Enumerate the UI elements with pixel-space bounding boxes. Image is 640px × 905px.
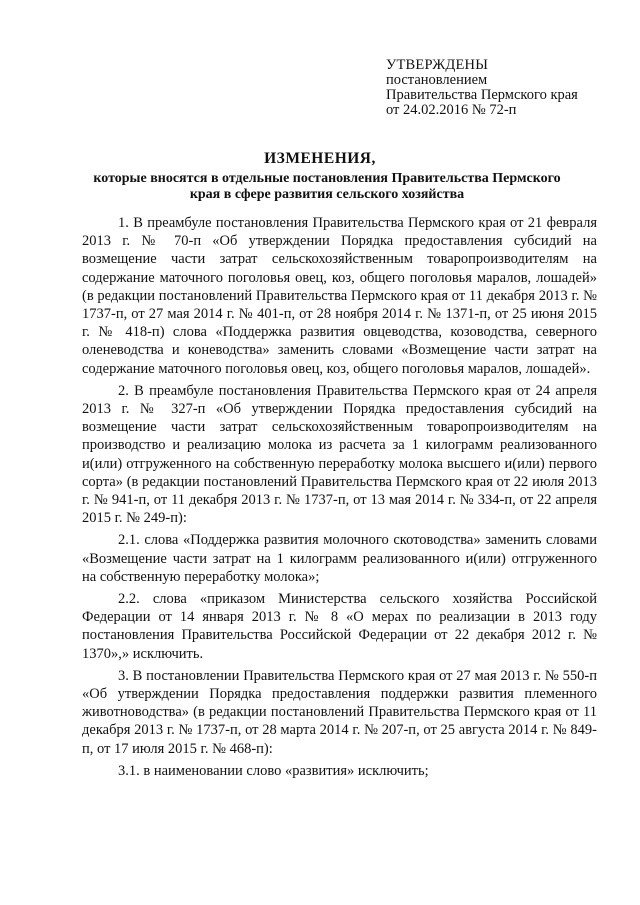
paragraph-1: 1. В преамбуле постановления Правительства Пермского края от 21 февраля 2013 г. № 70-п «Об утверждении Порядка предоставления субсидий на возмещение части затрат сельскохозяйственным товаропроизводителям на содержание маточного поголовья овец, коз, общего поголовья маралов, лошадей» (в редакции постановлений Правительства Пермского края от 11 декабря 2013 г. № 1737-п, от 27 мая 2014 г. № 401-п, от 28 ноября 2014 г. № 1371-п, от 25 июня 2015 г. № 418-п) слова «Поддержка развития овцеводства, козоводства, северного оленеводства и коневодства» заменить словами «Возмещение части затрат на содержание маточного поголовья овец, коз, общего поголовья маралов, лошадей». xyxy=(82,215,597,377)
paragraph-2-1: 2.1. слова «Поддержка развития молочного скотоводства» заменить словами «Возмещение части затрат на 1 килограмм реализованного и(или) отгруженного на собственную переработку молока»; xyxy=(82,532,597,585)
paragraph-2-2: 2.2. слова «приказом Министерства сельского хозяйства Российской Федерации от 14 января 2013 г. № 8 «О мерах по реализации в 2013 году постановления Правительства Российской Федерации от 22 декабря 2012 г. № 1370»,» исключить. xyxy=(82,591,597,662)
approval-heading: УТВЕРЖДЕНЫ xyxy=(386,57,489,73)
approval-line: Правительства Пермского края xyxy=(386,87,578,103)
paragraph-3: 3. В постановлении Правительства Пермского края от 27 мая 2013 г. № 550-п «Об утверждении Порядка предоставления поддержки развития племенного животноводства» (в редакции постановлений Правительства Пермского края от 11 декабря 2013 г. № 1737-п, от 28 марта 2014 г. № 207-п, от 25 августа 2014 г. № 849-п, от 17 июля 2015 г. № 468-п): xyxy=(82,667,597,757)
approval-line: постановлением xyxy=(386,72,488,88)
document-subtitle: которые вносятся в отдельные постановления Правительства Пермского края в сфере развития сельского хозяйства xyxy=(93,171,561,202)
approval-stamp xyxy=(386,58,626,118)
paragraph-2: 2. В преамбуле постановления Правительства Пермского края от 24 апреля 2013 г. № 327-п «Об утверждении Порядка предоставления субсидий на возмещение части затрат сельскохозяйственным товаропроизводителям на производство и реализацию молока из расчета за 1 килограмм реализованного и(или) отгруженного на собственную переработку молока высшего и(или) первого сорта» (в редакции постановлений Правительства Пермского края от 22 июля 2013 г. № 941-п, от 11 декабря 2013 г. № 1737-п, от 13 мая 2014 г. № 334-п, от 22 апреля 2015 г. № 249-п): xyxy=(82,382,597,527)
document-title: ИЗМЕНЕНИЯ, xyxy=(264,150,376,167)
approval-date-number: от 24.02.2016 № 72-п xyxy=(386,102,517,118)
document-body xyxy=(82,214,597,780)
paragraph-3-1: 3.1. в наименовании слово «развития» исключить; xyxy=(118,762,429,779)
